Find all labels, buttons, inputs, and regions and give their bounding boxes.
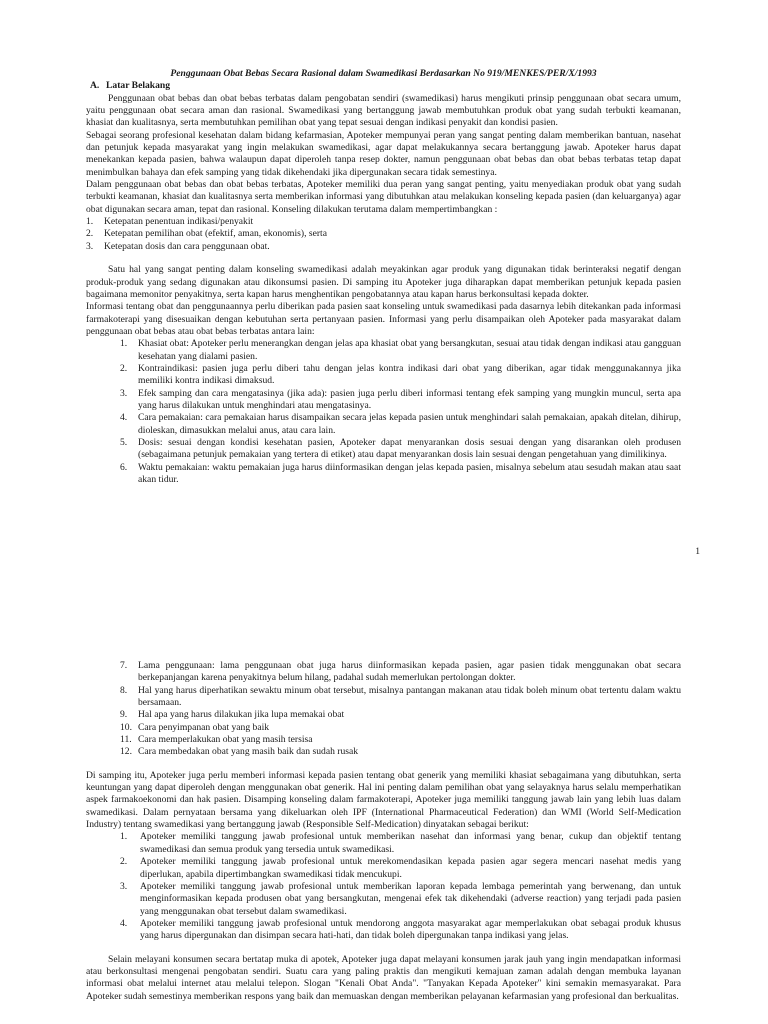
list-item-text: Cara membedakan obat yang masih baik dan sudah rusak (138, 746, 359, 758)
list-item-text: Apoteker memiliki tanggung jawab profesional untuk mendorong anggota masyarakat agar memperlakukan obat sebagai produk khusus yang harus dipergunakan dan disimpan secara hati-hati, dan tidak boleh dipergunakan tanpa indikasi yang jelas. (140, 917, 681, 942)
list-item-text: Lama penggunaan: lama penggunaan obat juga harus diinformasikan kepada pasien, agar pasien tidak menggunakan obat secara berkepanjangan karena penyakitnya belum hilang, padahal sudah memerlukan pertolongan dokter. (138, 660, 681, 684)
paragraph-5: Informasi tentang obat dan penggunaannya perlu diberikan pada pasien saat konseling untuk swamedikasi pada dasarnya lebih ditekankan pada informasi farmakoterapi yang disesuaikan dengan kebutuhan serta pertanyaan pasien. Informasi yang perlu disampaikan oleh Apoteker pada masyarakat dalam penggunaan obat bebas atau obat bebas terbatas antara lain: (86, 301, 681, 337)
paragraph-1: Penggunaan obat bebas dan obat bebas terbatas dalam pengobatan sendiri (swamedikasi) harus mengikuti prinsip penggunaan obat secara umum, yaitu penggunaan obat secara aman dan rasional. Swamedikasi yang bertanggung jawab membutuhkan produk obat yang sudah terbukti keamanan, khasiat dan kualitasnya, serta membutuhkan pemilihan obat yang tepat sesuai dengan indikasi penyakit dan kondisi pasien. (86, 92, 681, 129)
list-item-number: 2. (120, 362, 128, 374)
list-item-number: 10. (120, 721, 132, 733)
list-item-number: 8. (120, 684, 128, 696)
list-item-number: 3. (120, 387, 128, 399)
list-item-number: 7. (120, 660, 128, 671)
list-item-number: 3. (86, 240, 94, 252)
list-item-number: 3. (120, 880, 128, 892)
list-item-number: 1. (86, 216, 94, 228)
section-label: Latar Belakang (106, 80, 171, 92)
list-item-number: 1. (120, 338, 128, 350)
consideration-list (86, 216, 681, 253)
list-item-number: 12. (120, 746, 132, 758)
page-1-content (86, 68, 681, 486)
list-item-text: Cara memperlakukan obat yang masih tersisa (138, 734, 313, 746)
list-item-text: Cara pemakaian: cara pemakaian harus disampaikan secara jelas kepada pasien untuk menghindari salah pemakaian, apakah ditelan, dihirup, dioleskan, dimasukkan melalui anus, atau cara lain. (138, 412, 681, 436)
list-item-text: Apoteker memiliki tanggung jawab profesional untuk merekomendasikan kepada pasien agar segera mencari nasehat medis yang diperlukan, apabila dipertimbangkan swamedikasi tidak mencukupi. (140, 856, 681, 880)
list-item-number: 5. (120, 436, 128, 448)
list-item (86, 412, 681, 437)
paragraph-4: Satu hal yang sangat penting dalam konseling swamedikasi adalah meyakinkan agar produk yang digunakan tidak berinteraksi negatif dengan produk-produk yang sedang digunakan atau dikonsumsi pasien. Di samping itu Apoteker juga diharapkan dapat memberikan petunjuk kepada pasien bagaimana memonitor penyakitnya, serta kapan harus menghentikan pengobatannya atau kapan harus berkonsultasi kepada dokter. (86, 264, 681, 300)
list-item (86, 831, 681, 856)
paragraph-2: Sebagai seorang profesional kesehatan dalam bidang kefarmasian, Apoteker mempunyai peran yang sangat penting dalam memberikan bantuan, nasehat dan petunjuk kepada masyarakat yang ingin melakukan swamedikasi, agar dapat melakukannya secara bertanggung jawab. Apoteker harus dapat menekankan kepada pasien, bahwa walaupun dapat diperoleh tanpa resep dokter, namun penggunaan obat bebas dan obat bebas terbatas tetap dapat menimbulkan bahaya dan efek samping yang tidak dikehendaki jika dipergunakan secara tidak semestinya. (86, 129, 681, 178)
list-item-number: 6. (120, 461, 128, 473)
responsibility-list (86, 831, 681, 942)
list-item-number: 2. (86, 228, 94, 240)
list-item (86, 856, 681, 881)
list-item (86, 709, 681, 721)
section-heading (86, 80, 681, 92)
list-item (86, 363, 681, 388)
information-list (86, 338, 681, 486)
document-title: Penggunaan Obat Bebas Secara Rasional dalam Swamedikasi Berdasarkan No 919/MENKES/PER/X/1993 (170, 68, 597, 79)
page-2-content (86, 660, 681, 1003)
list-item-text: Ketepatan pemilihan obat (efektif, aman, ekonomis), serta (104, 228, 327, 240)
list-item (86, 918, 681, 943)
section-number: A. (90, 80, 100, 92)
information-list-continued (86, 660, 681, 759)
list-item (86, 338, 681, 363)
list-item-text: Kontraindikasi: pasien juga perlu diberi tahu dengan jelas kontra indikasi dari obat yang diberikan, agar tidak menggunakannya jika memiliki kontra indikasi dimaksud. (138, 362, 681, 387)
list-item (86, 388, 681, 413)
paragraph-7: Selain melayani konsumen secara bertatap muka di apotek, Apoteker juga dapat melayani konsumen jarak jauh yang ingin mendapatkan informasi atau berkonsultasi mengenai pengobatan sendiri. Suatu cara yang paling praktis dan mengikuti kemajuan zaman adalah dengan membuka layanan informasi obat melalui internet atau melalui telepon. Slogan "Kenali Obat Anda". "Tanyakan Kepada Apoteker" kini semakin memasyarakat. Para Apoteker sudah semestinya memberikan respons yang baik dan memuaskan dengan memberikan pelayanan kefarmasian yang profesional dan berkualitas. (86, 953, 681, 1002)
list-item (86, 746, 681, 758)
list-item (86, 881, 681, 918)
list-item-number: 2. (120, 856, 128, 868)
list-item-text: Ketepatan dosis dan cara penggunaan obat. (104, 240, 270, 252)
page-number: 1 (695, 546, 700, 557)
list-item-text: Khasiat obat: Apoteker perlu menerangkan dengan jelas apa khasiat obat yang bersangkutan, sesuai atau tidak dengan indikasi atau gangguan kesehatan yang dialami pasien. (138, 338, 681, 362)
list-item (86, 216, 681, 228)
list-item-number: 1. (120, 831, 128, 843)
list-item-number: 4. (120, 412, 128, 424)
list-item (86, 660, 681, 685)
list-item (86, 722, 681, 734)
list-item-number: 4. (120, 917, 128, 929)
list-item-text: Ketepatan penentuan indikasi/penyakit (104, 216, 254, 228)
list-item (86, 228, 681, 240)
list-item (86, 462, 681, 487)
list-item (86, 685, 681, 710)
list-item-text: Cara penyimpanan obat yang baik (138, 721, 270, 733)
paragraph-3: Dalam penggunaan obat bebas dan obat bebas terbatas, Apoteker memiliki dua peran yang sangat penting, yaitu menyediakan produk obat yang sudah terbukti keamanan, khasiat dan kualitasnya serta memberikan informasi yang dibutuhkan atau melakukan konseling kepada pasien (dan keluarganya) agar obat digunakan secara aman, tepat dan rasional. Konseling dilakukan terutama dalam mempertimbangkan : (86, 179, 681, 215)
list-item-text: Waktu pemakaian: waktu pemakaian juga harus diinformasikan dengan jelas kepada pasien, misalnya sebelum atau sesudah makan atau saat akan tidur. (138, 461, 681, 485)
list-item-text: Hal yang harus diperhatikan sewaktu minum obat tersebut, misalnya pantangan makanan atau tidak boleh minum obat tertentu dalam waktu bersamaan. (138, 684, 681, 709)
list-item (86, 734, 681, 746)
list-item-text: Apoteker memiliki tanggung jawab profesional untuk memberikan laporan kepada lembaga pemerintah yang berwenang, dan untuk menginformasikan kepada produsen obat yang bersangkutan, mengenai efek tak dikehendaki (adverse reaction) yang terjadi pada pasien yang menggunakan obat tersebut dalam swamedikasi. (140, 880, 681, 917)
list-item-text: Efek samping dan cara mengatasinya (jika ada): pasien juga perlu diberi informasi tentang efek samping yang mungkin muncul, serta apa yang harus dilakukan untuk menghindari atau mengatasinya. (138, 387, 681, 411)
list-item (86, 437, 681, 462)
list-item-number: 11. (120, 734, 132, 746)
list-item-number: 9. (120, 709, 128, 721)
list-item-text: Dosis: sesuai dengan kondisi kesehatan pasien, Apoteker dapat menyarankan dosis sesuai dengan yang disarankan oleh produsen (sebagaimana petunjuk pemakaian yang tertera di etiket) atau dapat menyarankan dosis lain sesuai dengan pengetahuan yang dimilikinya. (138, 436, 681, 461)
list-item (86, 241, 681, 253)
list-item-text: Apoteker memiliki tanggung jawab profesional untuk memberikan nasehat dan informasi yang benar, cukup dan objektif tentang swamedikasi dan semua produk yang tersedia untuk swamedikasi. (140, 831, 681, 855)
paragraph-6: Di samping itu, Apoteker juga perlu memberi informasi kepada pasien tentang obat generik yang memiliki khasiat sebagaimana yang dibutuhkan, serta keuntungan yang dapat diperoleh dengan menggunakan obat generik. Hal ini penting dalam pemilihan obat yang selayaknya harus selalu memperhatikan aspek farmakoekonomi dan hak pasien. Disamping konseling dalam farmakoterapi, Apoteker juga memiliki tanggung jawab lain yang lebih luas dalam swamedikasi. Dalam pernyataan bersama yang dikeluarkan oleh IPF (International Pharmaceutical Federation) dan WMI (World Self-Medication Industry) tentang swamedikasi yang bertanggung jawab (Responsible Self-Medication) dinyatakan sebagai berikut: (86, 769, 681, 831)
list-item-text: Hal apa yang harus dilakukan jika lupa memakai obat (138, 709, 345, 721)
